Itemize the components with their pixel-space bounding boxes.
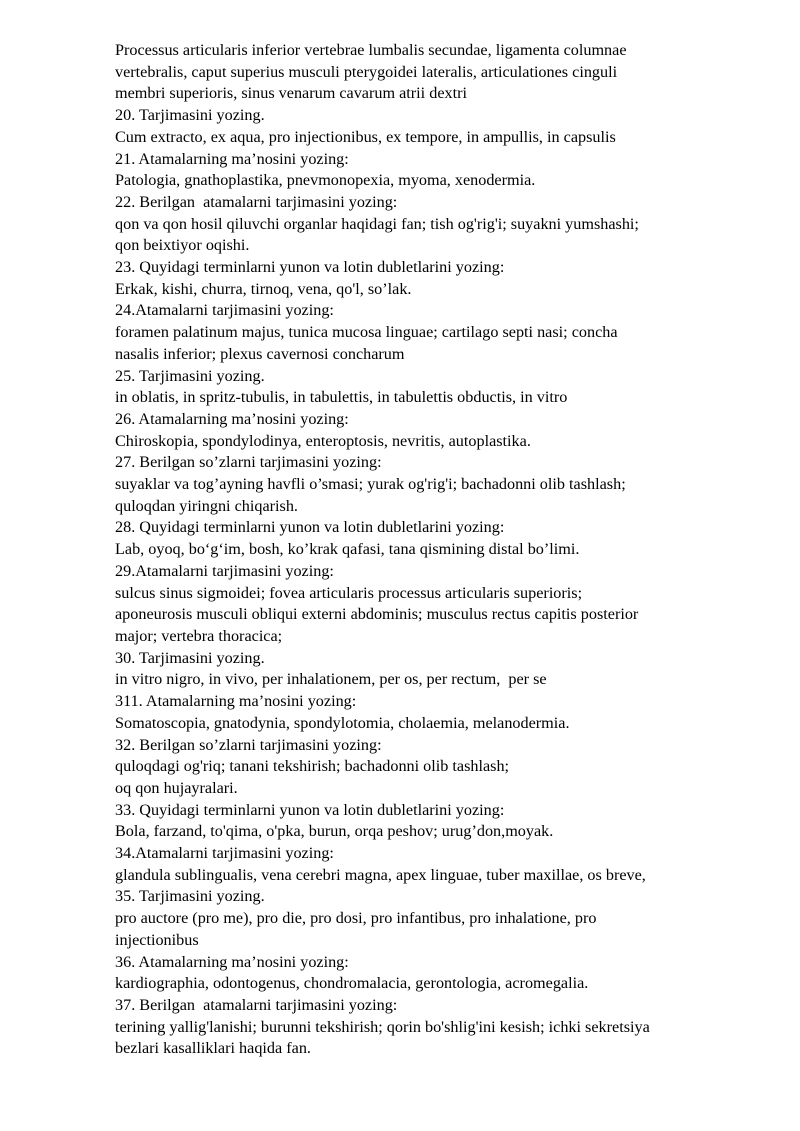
- text-line: bezlari kasalliklari haqida fan.: [115, 1039, 311, 1058]
- text-line: quloqdan yiringni chiqarish.: [115, 496, 298, 515]
- question-heading: 311. Atamalarning ma’nosini yozing:: [115, 692, 357, 711]
- text-line: Cum extracto, ex aqua, pro injectionibus, ex tempore, in ampullis, in capsulis: [115, 127, 616, 146]
- text-line: Lab, oyoq, bo‘g‘im, bosh, ko’krak qafasi, tana qismining distal bo’limi.: [115, 540, 580, 559]
- text-line: Patologia, gnathoplastika, pnevmonopexia, myoma, xenodermia.: [115, 171, 536, 190]
- text-line: vertebralis, caput superius musculi pterygoidei lateralis, articulationes cinguli: [115, 62, 618, 81]
- text-line: qon beixtiyor oqishi.: [115, 236, 250, 255]
- text-line: foramen palatinum majus, tunica mucosa linguae; cartilago septi nasi; concha: [115, 323, 618, 342]
- text-line: aponeurosis musculi obliqui externi abdominis; musculus rectus capitis posterior: [115, 605, 639, 624]
- question-heading: 29.Atamalarni tarjimasini yozing:: [115, 561, 334, 580]
- text-line: suyaklar va tog’ayning havfli o’smasi; yurak og'rig'i; bachadonni olib tashlash;: [115, 475, 626, 494]
- text-line: in vitro nigro, in vivo, per inhalationem, per os, per rectum, per se: [115, 670, 547, 689]
- question-heading: 30. Tarjimasini yozing.: [115, 648, 265, 667]
- text-line: qon va qon hosil qiluvchi organlar haqidagi fan; tish og'rig'i; suyakni yumshashi;: [115, 214, 639, 233]
- question-heading: 35. Tarjimasini yozing.: [115, 887, 265, 906]
- question-heading: 25. Tarjimasini yozing.: [115, 366, 265, 385]
- text-line: nasalis inferior; plexus cavernosi concharum: [115, 344, 405, 363]
- text-line: pro auctore (pro me), pro die, pro dosi, pro infantibus, pro inhalatione, pro: [115, 909, 597, 928]
- question-heading: 23. Quyidagi terminlarni yunon va lotin dubletlarini yozing:: [115, 258, 505, 277]
- question-heading: 26. Atamalarning ma’nosini yozing:: [115, 409, 349, 428]
- question-heading: 20. Tarjimasini yozing.: [115, 106, 265, 125]
- question-heading: 21. Atamalarning ma’nosini yozing:: [115, 149, 349, 168]
- question-heading: 36. Atamalarning ma’nosini yozing:: [115, 952, 349, 971]
- text-line: Chiroskopia, spondylodinya, enteroptosis, nevritis, autoplastika.: [115, 431, 531, 450]
- text-line: Somatoscopia, gnatodynia, spondylotomia, cholaemia, melanodermia.: [115, 713, 570, 732]
- question-heading: 24.Atamalarni tarjimasini yozing:: [115, 301, 334, 320]
- text-line: major; vertebra thoracica;: [115, 626, 283, 645]
- text-line: membri superioris, sinus venarum cavarum atrii dextri: [115, 84, 467, 103]
- question-heading: 22. Berilgan atamalarni tarjimasini yozing:: [115, 192, 398, 211]
- text-line: injectionibus: [115, 930, 199, 949]
- text-line: in oblatis, in spritz-tubulis, in tabulettis, in tabulettis obductis, in vitro: [115, 388, 568, 407]
- question-heading: 28. Quyidagi terminlarni yunon va lotin dubletlarini yozing:: [115, 518, 505, 537]
- text-line: terining yallig'lanishi; burunni tekshirish; qorin bo'shlig'ini kesish; ichki sekretsiya: [115, 1017, 650, 1036]
- question-heading: 34.Atamalarni tarjimasini yozing:: [115, 844, 334, 863]
- text-line: oq qon hujayralari.: [115, 778, 238, 797]
- question-heading: 33. Quyidagi terminlarni yunon va lotin dubletlarini yozing:: [115, 800, 505, 819]
- question-heading: 32. Berilgan so’zlarni tarjimasini yozing:: [115, 735, 382, 754]
- question-heading: 27. Berilgan so’zlarni tarjimasini yozing:: [115, 453, 382, 472]
- text-line: glandula sublingualis, vena cerebri magna, apex linguae, tuber maxillae, os breve,: [115, 865, 646, 884]
- question-heading: 37. Berilgan atamalarni tarjimasini yozing:: [115, 995, 398, 1014]
- text-line: kardiographia, odontogenus, chondromalacia, gerontologia, acromegalia.: [115, 974, 589, 993]
- text-line: sulcus sinus sigmoidei; fovea articularis processus articularis superioris;: [115, 583, 583, 602]
- text-line: Bola, farzand, to'qima, o'pka, burun, orqa peshov; urug’don,moyak.: [115, 822, 554, 841]
- text-line: quloqdagi og'riq; tanani tekshirish; bachadonni olib tashlash;: [115, 757, 510, 776]
- text-line: Processus articularis inferior vertebrae lumbalis secundae, ligamenta columnae: [115, 41, 627, 59]
- document-page: [115, 40, 745, 1060]
- text-line: Erkak, kishi, churra, tirnoq, vena, qo'l, so’lak.: [115, 279, 412, 298]
